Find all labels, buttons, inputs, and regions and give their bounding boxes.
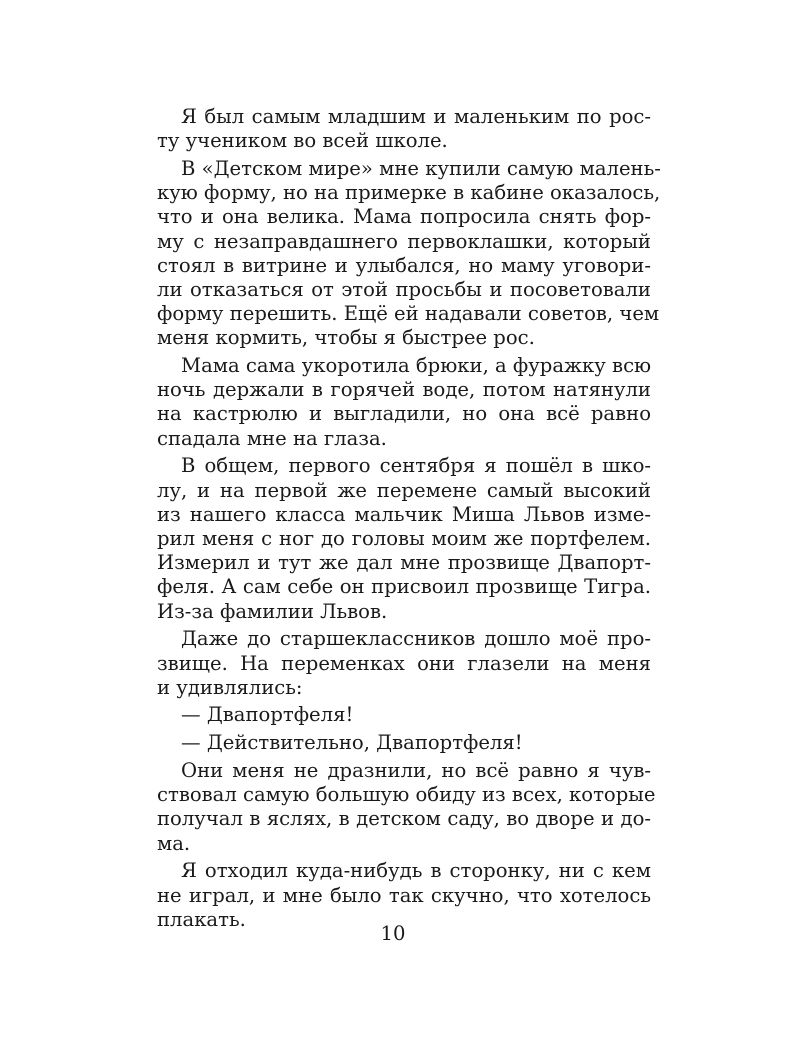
text-line: не играл, и мне было так скучно, что хотелось: [157, 883, 651, 907]
text-line: спадала мне на глаза.: [157, 426, 387, 450]
text-line: Из-за фамилии Львов.: [157, 599, 388, 623]
body-text: [157, 105, 661, 936]
text-line: му с незаправдашнего первоклашки, который: [157, 229, 651, 253]
paragraph: [157, 454, 651, 623]
paragraph: [157, 731, 651, 755]
paragraph: [157, 627, 651, 700]
paragraph: [157, 156, 661, 351]
page-number: 10: [380, 922, 406, 945]
text-line: и удивлялись:: [157, 675, 303, 699]
paragraph: [157, 703, 651, 727]
paragraph: [157, 759, 656, 856]
text-line: стоял в витрине и улыбался, но маму уговори-: [157, 253, 651, 277]
text-line: лу, и на первой же перемене самый высокий: [157, 478, 651, 502]
text-line: меня кормить, чтобы я быстрее рос.: [157, 326, 535, 350]
text-line: Они меня не дразнили, но всё равно я чув-: [181, 759, 651, 783]
text-line: Даже до старшеклассников дошло моё про-: [181, 627, 651, 651]
text-line: звище. На переменках они глазели на меня: [157, 651, 651, 675]
text-line: Измерил и тут же дал мне прозвище Двапорт-: [157, 551, 651, 575]
text-line: рил меня с ног до головы моим же портфелем.: [157, 526, 651, 550]
text-line: кую форму, но на примерке в кабине оказалось,: [157, 181, 661, 205]
text-line: ту учеником во всей школе.: [157, 129, 448, 153]
text-line: на кастрюлю и выгладили, но она всё равно: [157, 402, 651, 426]
text-line: феля. А сам себе он присвоил прозвище Тигра.: [157, 575, 651, 599]
text-line: из нашего класса мальчик Миша Львов изме-: [157, 502, 651, 526]
text-line: получал в яслях, в детском саду, во дворе и до-: [157, 807, 651, 831]
text-line: В общем, первого сентября я пошёл в шко-: [181, 454, 651, 478]
paragraph: [157, 105, 651, 153]
text-line: ствовал самую большую обиду из всех, которые: [157, 783, 656, 807]
text-line: форму перешить. Ещё ей надавали советов, чем: [157, 302, 660, 326]
text-line: ли отказаться от этой просьбы и посоветовали: [157, 277, 651, 301]
text-line: Я отходил куда-нибудь в сторонку, ни с кем: [181, 859, 651, 883]
text-line: Мама сама укоротила брюки, а фуражку всю: [181, 354, 652, 378]
text-line: ма.: [157, 831, 191, 855]
text-line: — Двапортфеля!: [181, 703, 354, 727]
paragraph: [157, 354, 651, 451]
text-line: — Действительно, Двапортфеля!: [181, 731, 523, 755]
text-line: плакать.: [157, 907, 246, 931]
text-line: Я был самым младшим и маленьким по рос-: [181, 105, 651, 128]
text-line: В «Детском мире» мне купили самую малень-: [181, 156, 661, 180]
text-line: что и она велика. Мама попросила снять фор-: [157, 205, 651, 229]
text-line: ночь держали в горячей воде, потом натянули: [157, 378, 651, 402]
